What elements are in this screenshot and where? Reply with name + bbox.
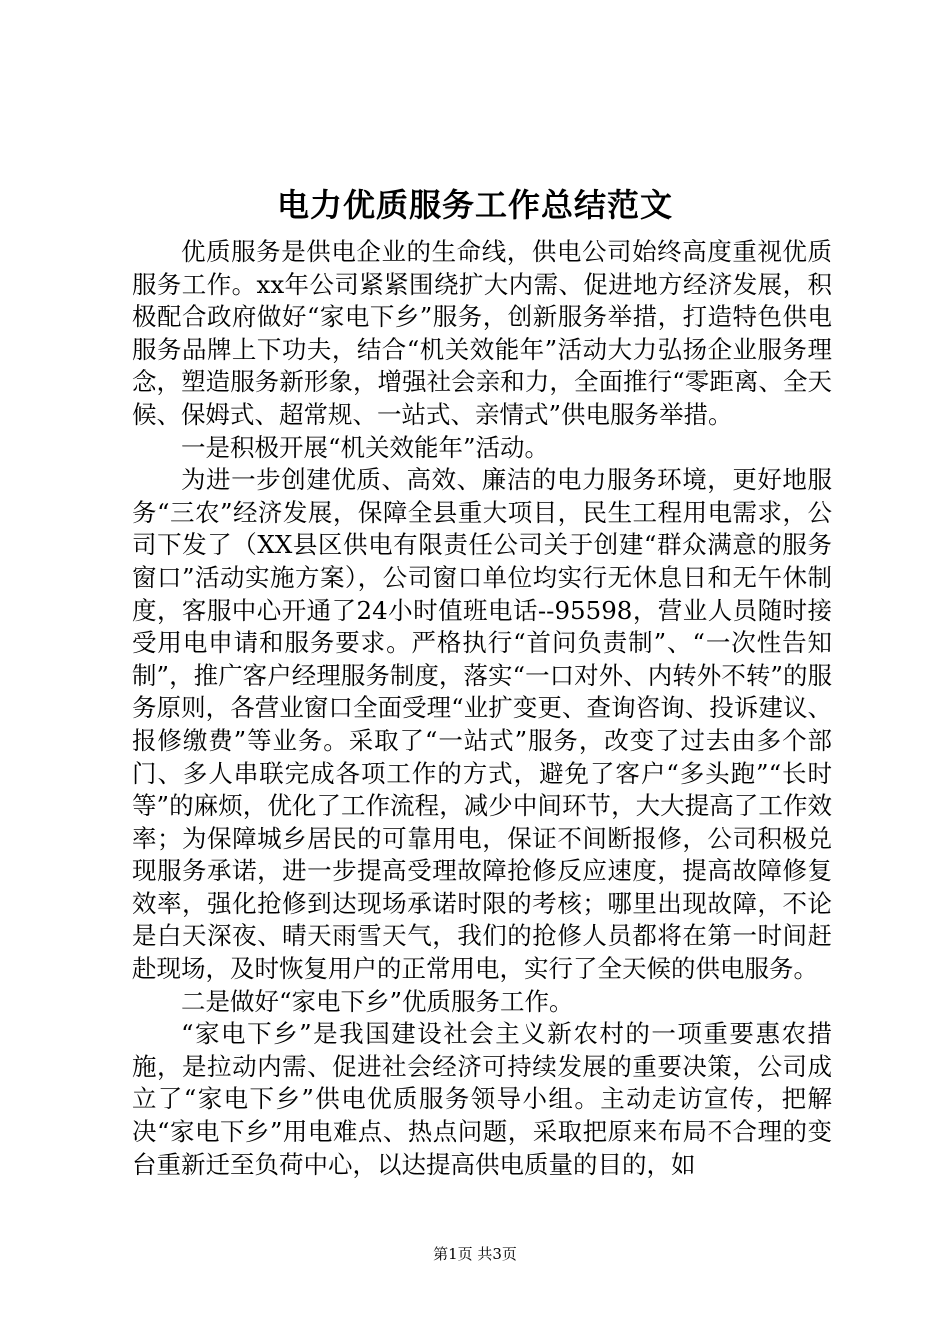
page-footer: 第1页 共3页	[433, 1245, 517, 1263]
paragraph-section-1: 为进一步创建优质、高效、廉洁的电力服务环境，更好地服务“三农”经济发展，保障全县重大项目，民生工程用电需求，公司下发了（XX县区供电有限责任公司关于创建“群众满意的服务窗口”活动实施方案），公司窗口单位均实行无休息日和无午休制度，客服中心开通了24小时值班电话--95598，营业人员随时接受用电申请和服务要求。严格执行“首问负责制”、“一次性告知制”，推广客户经理服务制度，落实“一口对外、内转外不转”的服务原则，各营业窗口全面受理“业扩变更、查询咨询、投诉建议、报修缴费”等业务。采取了“一站式”服务，改变了过去由多个部门、多人串联完成各项工作的方式，避免了客户“多头跑”“长时等”的麻烦，优化了工作流程，减少中间环节，大大提高了工作效率；为保障城乡居民的可靠用电，保证不间断报修，公司积极兑现服务承诺，进一步提高受理故障抢修反应速度，提高故障修复效率，强化抢修到达现场承诺时限的考核；哪里出现故障，不论是白天深夜、晴天雨雪天气，我们的抢修人员都将在第一时间赶赴现场，及时恢复用户的正常用电，实行了全天候的供电服务。	[132, 465, 832, 984]
document-title: 电力优质服务工作总结范文	[276, 186, 673, 224]
document-body	[132, 236, 832, 1181]
section-heading-1: 一是积极开展“机关效能年”活动。	[181, 432, 550, 462]
section-heading-2: 二是做好“家电下乡”优质服务工作。	[181, 986, 574, 1016]
paragraph-intro: 优质服务是供电企业的生命线，供电公司始终高度重视优质服务工作。xx年公司紧紧围绕扩大内需、促进地方经济发展，积极配合政府做好“家电下乡”服务，创新服务举措，打造特色供电服务品牌上下功夫，结合“机关效能年”活动大力弘扬企业服务理念，塑造服务新形象，增强社会亲和力，全面推行“零距离、全天候、保姆式、超常规、一站式、亲情式”供电服务举措。	[132, 237, 832, 429]
paragraph-section-2: “家电下乡”是我国建设社会主义新农村的一项重要惠农措施，是拉动内需、促进社会经济可持续发展的重要决策，公司成立了“家电下乡”供电优质服务领导小组。主动走访宣传，把解决“家电下乡”用电难点、热点问题，采取把原来布局不合理的变台重新迁至负荷中心，以达提高供电质量的目的，如	[132, 1019, 832, 1179]
